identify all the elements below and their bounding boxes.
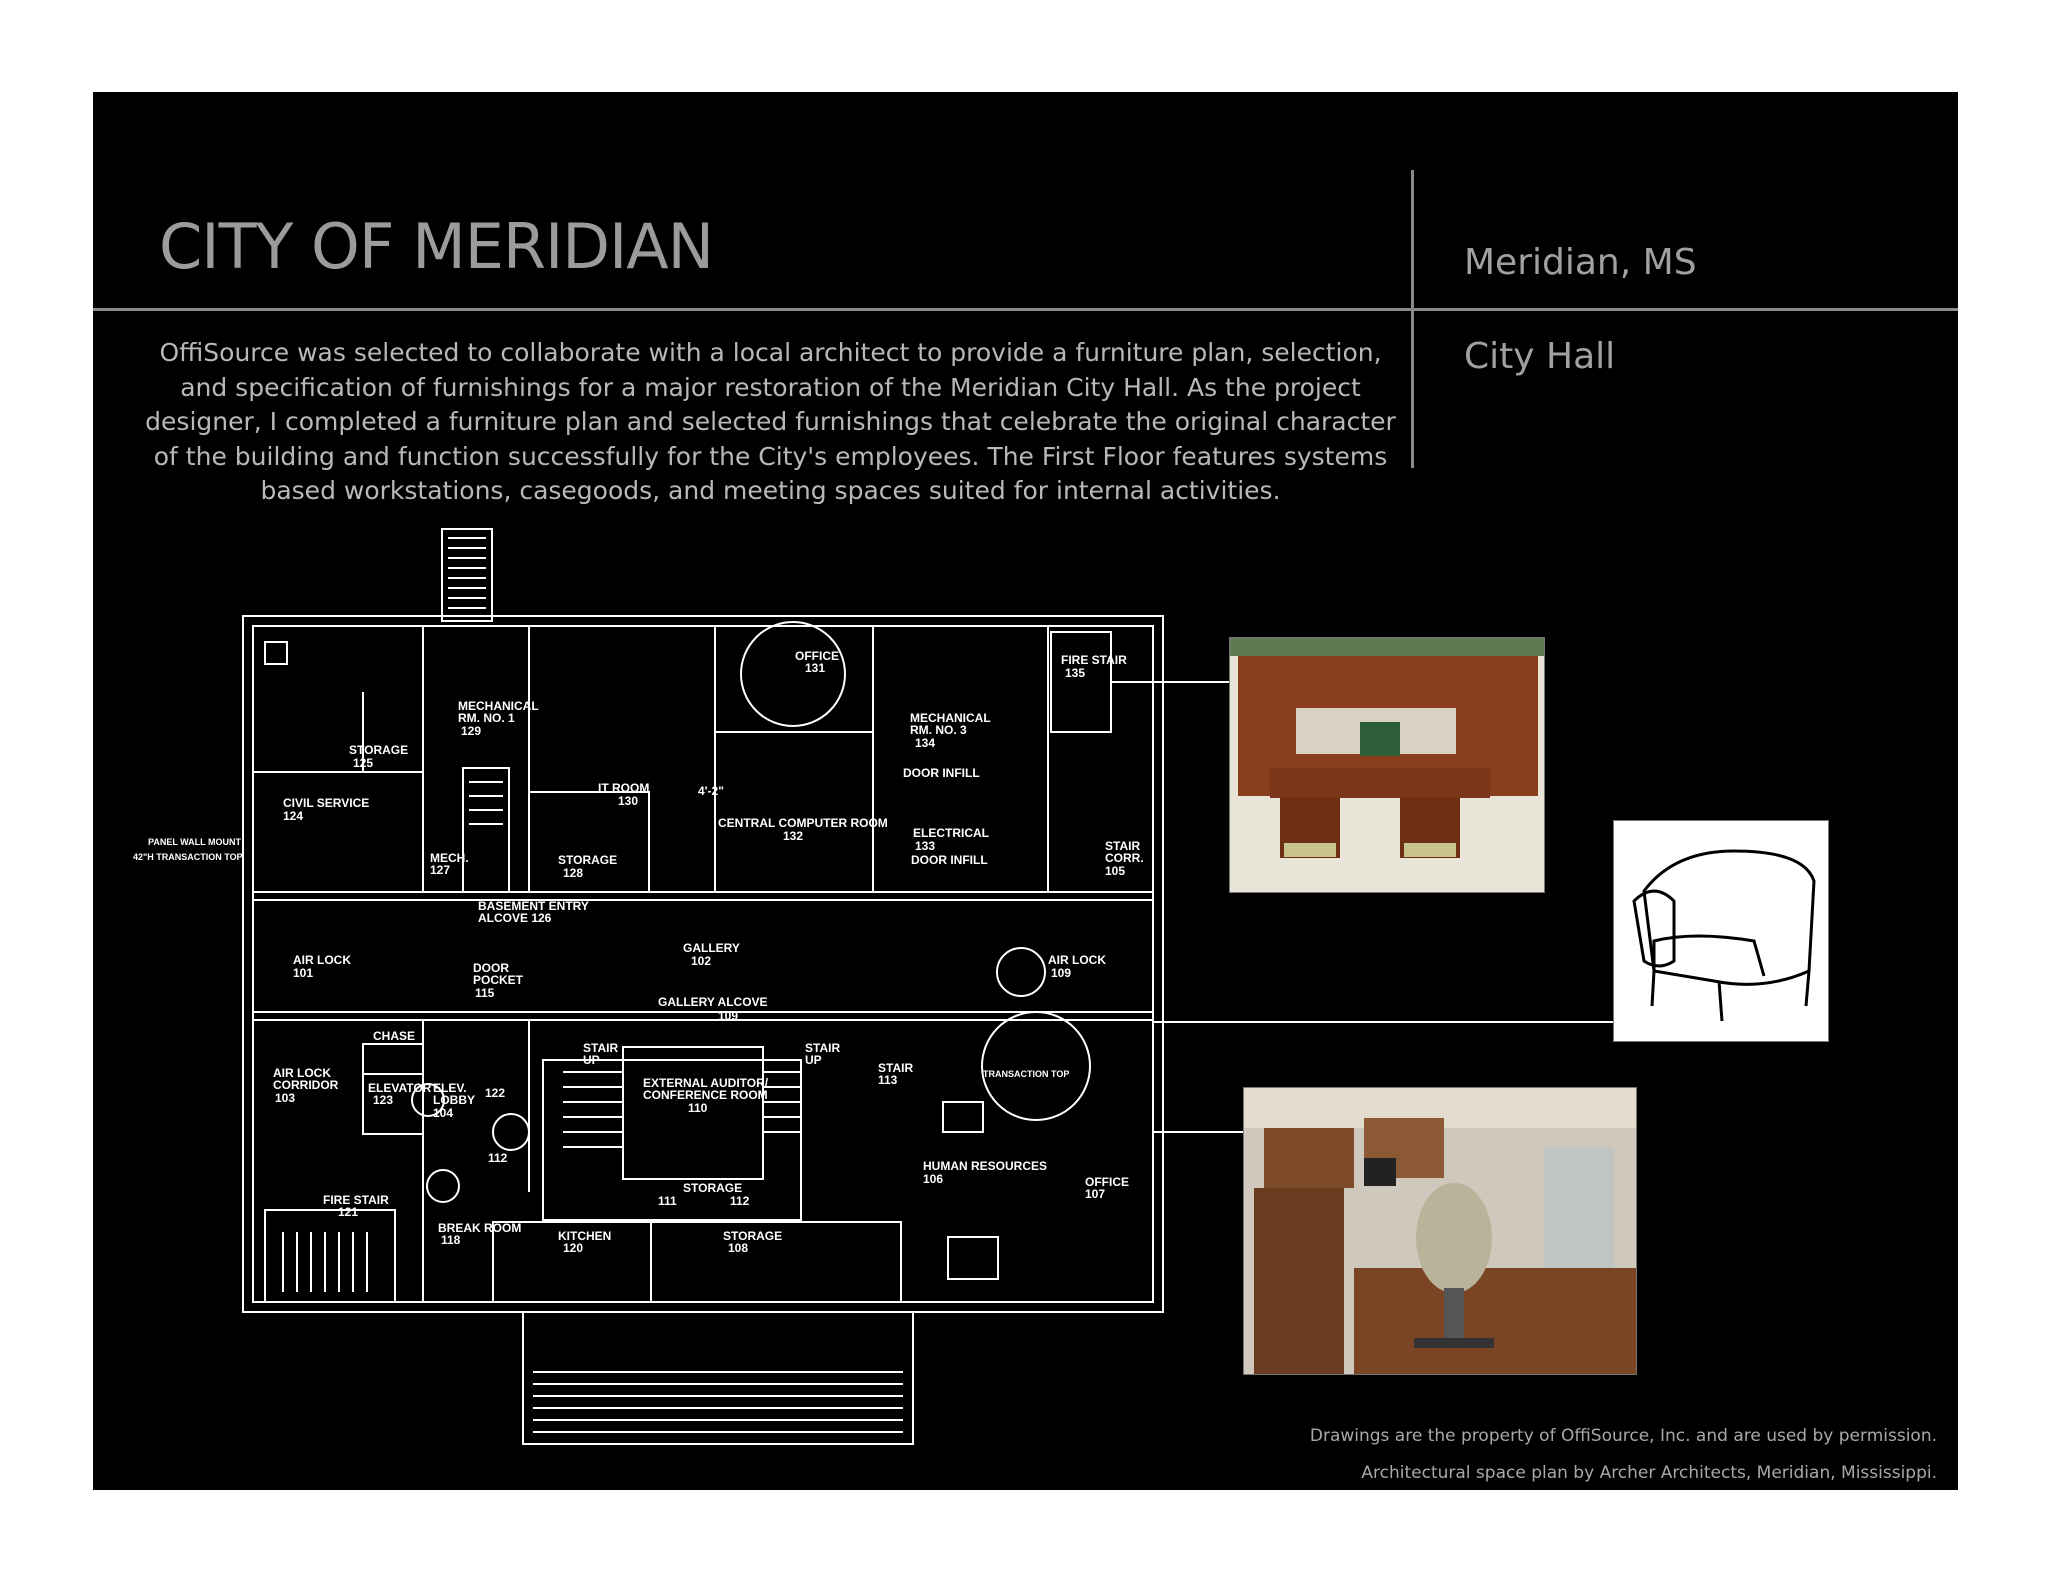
svg-text:LOBBY: LOBBY <box>433 1093 475 1107</box>
svg-text:KITCHEN: KITCHEN <box>558 1229 612 1243</box>
architect-credit: Architectural space plan by Archer Architects, Meridian, Mississippi. <box>1361 1463 1937 1483</box>
svg-text:EXTERNAL AUDITOR/: EXTERNAL AUDITOR/ <box>643 1076 769 1090</box>
project-description: OffiSource was selected to collaborate with a local architect to provide a furniture plan, selection, and specification of furnishings for a major restoration of the Meridian City Hall. As the project designer, I completed a furniture plan and selected furnishings that celebrate the original character of the building and function successfully for the City's employees. The First Floor features systems based workstations, casegoods, and meeting spaces suited for internal activities. <box>145 338 1396 505</box>
svg-text:FIRE STAIR: FIRE STAIR <box>1061 653 1127 667</box>
svg-text:RM. NO. 1: RM. NO. 1 <box>458 711 515 725</box>
svg-text:108: 108 <box>728 1241 749 1255</box>
svg-text:FIRE STAIR: FIRE STAIR <box>323 1193 389 1207</box>
workstation-photo <box>1243 1087 1637 1375</box>
svg-text:GALLERY: GALLERY <box>683 941 740 955</box>
svg-text:134: 134 <box>915 736 936 750</box>
svg-text:AIR LOCK: AIR LOCK <box>293 953 351 967</box>
svg-text:109: 109 <box>1051 966 1072 980</box>
svg-text:118: 118 <box>441 1233 461 1247</box>
svg-text:123: 123 <box>373 1093 394 1107</box>
svg-text:4'-2": 4'-2" <box>698 784 724 798</box>
lounge-chair-drawing <box>1613 820 1829 1042</box>
svg-text:133: 133 <box>915 839 936 853</box>
page-title: CITY OF MERIDIAN <box>159 210 714 283</box>
svg-text:104: 104 <box>433 1106 454 1120</box>
svg-text:POCKET: POCKET <box>473 973 524 987</box>
svg-text:MECHANICAL: MECHANICAL <box>458 699 539 713</box>
svg-text:AIR LOCK: AIR LOCK <box>1048 953 1106 967</box>
svg-text:106: 106 <box>923 1172 944 1186</box>
svg-text:CONFERENCE ROOM: CONFERENCE ROOM <box>643 1088 768 1102</box>
svg-text:112: 112 <box>488 1151 508 1165</box>
svg-text:103: 103 <box>275 1091 296 1105</box>
svg-text:CORR.: CORR. <box>1105 851 1144 865</box>
svg-text:110: 110 <box>688 1101 708 1115</box>
svg-text:STORAGE: STORAGE <box>723 1229 783 1243</box>
svg-text:112: 112 <box>730 1194 750 1208</box>
svg-text:STAIR: STAIR <box>583 1041 619 1055</box>
location-label: Meridian, MS <box>1464 242 1697 283</box>
svg-text:DOOR: DOOR <box>473 961 509 975</box>
svg-text:109: 109 <box>718 1009 739 1023</box>
svg-text:UP: UP <box>805 1053 822 1067</box>
svg-text:UP: UP <box>583 1053 600 1067</box>
svg-text:IT ROOM: IT ROOM <box>598 781 650 795</box>
svg-text:101: 101 <box>293 966 314 980</box>
svg-text:DOOR INFILL: DOOR INFILL <box>911 853 988 867</box>
presentation-board <box>93 92 1958 1490</box>
svg-text:PANEL WALL MOUNT: PANEL WALL MOUNT <box>148 837 241 847</box>
svg-text:130: 130 <box>618 794 639 808</box>
svg-text:121: 121 <box>338 1205 359 1219</box>
svg-text:42"H TRANSACTION TOP: 42"H TRANSACTION TOP <box>133 852 243 862</box>
svg-text:TRANSACTION TOP: TRANSACTION TOP <box>983 1069 1070 1079</box>
svg-text:OFFICE: OFFICE <box>1085 1175 1129 1189</box>
svg-text:RM. NO. 3: RM. NO. 3 <box>910 723 967 737</box>
svg-text:HUMAN RESOURCES: HUMAN RESOURCES <box>923 1159 1048 1173</box>
svg-text:BREAK ROOM: BREAK ROOM <box>438 1221 522 1235</box>
svg-text:STAIR: STAIR <box>1105 839 1141 853</box>
svg-text:ALCOVE 126: ALCOVE 126 <box>478 911 552 925</box>
svg-text:122: 122 <box>485 1086 506 1100</box>
svg-text:MECHANICAL: MECHANICAL <box>910 711 991 725</box>
svg-text:STORAGE: STORAGE <box>683 1181 743 1195</box>
svg-text:BASEMENT ENTRY: BASEMENT ENTRY <box>478 899 589 913</box>
svg-text:113: 113 <box>878 1073 898 1087</box>
svg-text:CIVIL SERVICE: CIVIL SERVICE <box>283 796 370 810</box>
svg-text:132: 132 <box>783 829 804 843</box>
floor-plan <box>93 92 1958 1490</box>
svg-text:AIR LOCK: AIR LOCK <box>273 1066 331 1080</box>
svg-text:125: 125 <box>353 756 374 770</box>
svg-text:128: 128 <box>563 866 584 880</box>
svg-text:107: 107 <box>1085 1187 1106 1201</box>
svg-text:MECH.: MECH. <box>430 851 469 865</box>
svg-text:OFFICE: OFFICE <box>795 649 839 663</box>
svg-text:GALLERY ALCOVE: GALLERY ALCOVE <box>658 995 768 1009</box>
drawing-credit: Drawings are the property of OffiSource, Inc. and are used by permission. <box>1309 1426 1937 1446</box>
svg-text:ELECTRICAL: ELECTRICAL <box>913 826 989 840</box>
svg-text:STAIR: STAIR <box>805 1041 841 1055</box>
svg-text:120: 120 <box>563 1241 584 1255</box>
svg-text:DOOR INFILL: DOOR INFILL <box>903 766 980 780</box>
svg-text:CHASE: CHASE <box>373 1029 416 1043</box>
svg-text:115: 115 <box>475 986 495 1000</box>
svg-text:CENTRAL COMPUTER ROOM: CENTRAL COMPUTER ROOM <box>718 816 888 830</box>
svg-text:102: 102 <box>691 954 712 968</box>
building-label: City Hall <box>1464 336 1616 377</box>
svg-text:STORAGE: STORAGE <box>558 853 618 867</box>
svg-text:CORRIDOR: CORRIDOR <box>273 1078 339 1092</box>
svg-text:111: 111 <box>658 1194 677 1208</box>
svg-text:ELEV.: ELEV. <box>433 1081 467 1095</box>
svg-text:131: 131 <box>805 661 826 675</box>
svg-text:STAIR: STAIR <box>878 1061 914 1075</box>
svg-text:127: 127 <box>430 863 451 877</box>
svg-text:STORAGE: STORAGE <box>349 743 409 757</box>
svg-text:124: 124 <box>283 809 304 823</box>
svg-text:ELEVATOR: ELEVATOR <box>368 1081 432 1095</box>
office-casegoods-photo <box>1229 637 1545 893</box>
svg-text:129: 129 <box>461 724 482 738</box>
svg-text:105: 105 <box>1105 864 1126 878</box>
svg-text:135: 135 <box>1065 666 1086 680</box>
